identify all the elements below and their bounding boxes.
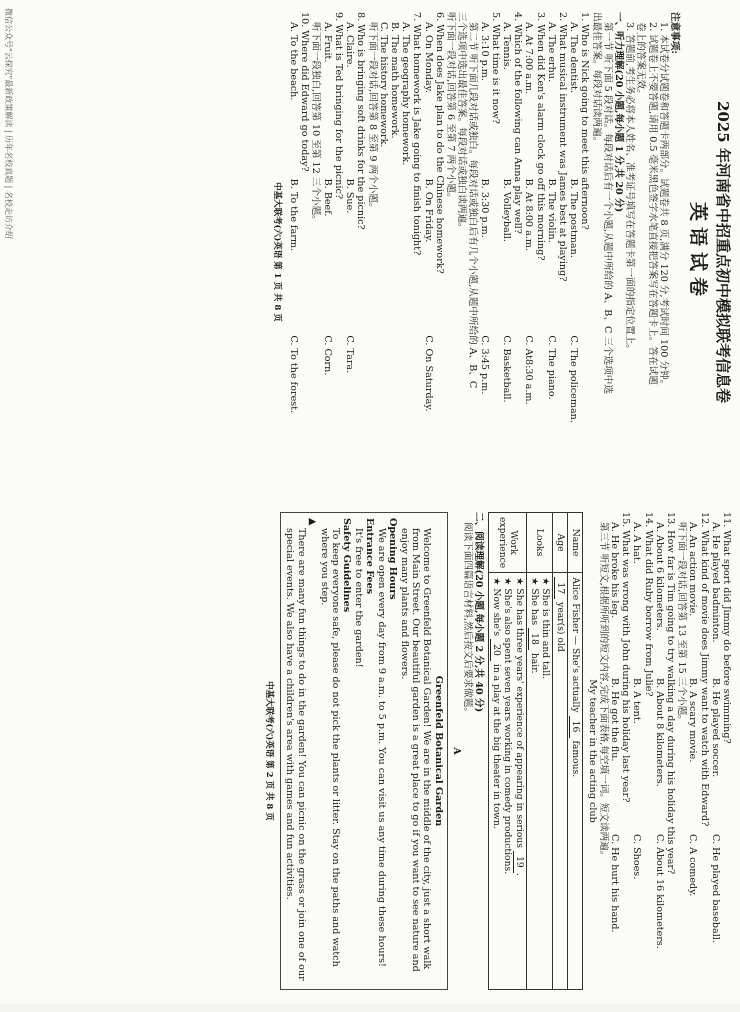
blank-17[interactable]: 17 <box>554 577 566 599</box>
q12-options <box>687 512 698 990</box>
passage-h1: Opening Hours <box>387 518 399 600</box>
q2-a: A. The erhu. <box>545 22 557 83</box>
q6-options <box>422 12 433 492</box>
q1-b: B. The postman. <box>568 178 580 258</box>
note-2b: 卷上的答案无效。 <box>635 22 647 99</box>
cell-text: ★ She's also spent seven years working in comedy productions. <box>502 577 514 875</box>
q5: 5. What time is it now? <box>489 12 501 124</box>
q1-c: C. The policeman. <box>568 335 580 423</box>
q8-c: C. Tara. <box>344 335 356 374</box>
blank-18[interactable]: 18 <box>528 628 540 650</box>
q4-b: B. Volleyball. <box>500 178 512 242</box>
q7-b: B. The math homework. <box>388 22 400 139</box>
q3-c: C. At8:30 a.m. <box>523 335 535 405</box>
q14-b: B. A tent. <box>631 678 643 724</box>
q14: 14. What did Ruby borrow from Julie? <box>642 512 654 697</box>
q8-a: A. Claire. <box>344 22 356 68</box>
q13-c: C. About 16 kilometers. <box>653 834 665 949</box>
note-2: 2. 试题卷上不要答题,请用 0.5 毫米黑色签字水笔直接把答案写在答题卡上。答在试题 <box>646 22 658 385</box>
cell-text: in a play at the big theater in town. <box>491 663 503 829</box>
q3-b: B. At 8:00 a.m. <box>523 178 535 251</box>
section2-instr-b: 三个选项中选出最佳答案。每段对话或独白读两遍。 <box>456 12 468 233</box>
section2-instr: 第二节 听下面几段对话或独白。每段对话或独白后有几个小题,从题中所给的 A、B、C <box>467 22 479 389</box>
q11: 11. What sport did Jimmy do before swimming? <box>721 512 732 744</box>
passage-p4: To keep everyone safe, please do not pick the plants or litter. Stay on the paths and watch where you step. <box>318 528 342 967</box>
q15-c: C. He hurt his hand. <box>608 834 620 933</box>
q2-options <box>546 12 557 492</box>
q8-b: B. Sue. <box>344 178 356 214</box>
blank-20[interactable]: 20 <box>490 639 502 661</box>
part1-heading: 一、听力理解(20 小题,每小题 1 分,共 20 分) <box>612 12 624 213</box>
q7: 7. What homework is Jake going to finish tonight? <box>411 12 423 256</box>
q12-c: C. A comedy. <box>687 834 699 897</box>
q9: 9. What is Ted bringing for the picnic? <box>332 12 344 200</box>
q8: 8. Who is bringing soft drinks for the picnic? <box>355 12 367 230</box>
cell-text: . <box>514 872 526 876</box>
q5-b: B. 3:30 p.m. <box>478 178 490 238</box>
q10-b: B. To the farm. <box>288 178 300 252</box>
q6-a: A. On Monday. <box>422 22 434 93</box>
page-1-footer: 中基大联考(六)英语 第 1 页 共 8 页 <box>271 182 282 322</box>
section3-instr: 第三节 听短文,根据所听到的短文内容,完成下面表格,每空填一词。短文读两遍。 <box>597 522 609 861</box>
q11-b: B. He played soccer. <box>709 678 721 778</box>
cell-text: year(s) old <box>555 602 567 652</box>
passage-p2: We are open every day from 9 a.m. to 5 p.m. You can visit us any time during these hours! <box>375 528 387 967</box>
exam-subtitle: 英语试卷 <box>687 201 709 302</box>
q14-options <box>631 512 642 990</box>
q9-b: B. Beef. <box>321 178 333 217</box>
reading-instr: 阅读下面四篇语言材料,然后按文后要求做题。 <box>462 522 474 717</box>
passage-h2: Entrance Fees <box>364 518 376 595</box>
table-row <box>527 513 553 990</box>
q13-options <box>654 512 665 990</box>
note-3: 3. 答题前,考生务必将本人姓名、准考证号填写在答题卡第一面的指定位置上。 <box>624 22 636 354</box>
page-1 <box>271 12 732 492</box>
q15-options <box>609 512 620 990</box>
q5-c: C. 3:45 p.m. <box>478 335 490 395</box>
watermark-footer: 微信公众号"云探究"最新政策解读 | 历年名校真题 | 名校走访介绍 <box>4 8 13 239</box>
cell-text: Alice Fisher — She's actually <box>570 577 582 713</box>
listen-8-9: 听下面一段对话,回答第 8 至第 9 两个小题。 <box>366 22 378 213</box>
q15-b: B. He got the flu. <box>608 678 620 762</box>
passage-label: A <box>450 747 462 755</box>
q12-a: A. An action movie. <box>687 522 699 617</box>
section1-instr: 第一节 听下面 5 段对话。每段对话后有一个小题,从题中所给的 A、B、C 三个选项中选 <box>601 22 613 394</box>
q4: 4. Which of the following can Anna play well? <box>512 12 524 234</box>
passage-p3: It's free to enter the garden! <box>352 528 364 668</box>
listen-6-7: 听下面一段对话,回答第 6 至第 7 两个小题。 <box>444 12 456 203</box>
cell-text: ★ She has <box>529 577 541 626</box>
q5-options <box>478 12 489 492</box>
q6-c: C. On Saturday. <box>422 335 434 412</box>
q10-a: A. To the beach. <box>288 22 300 101</box>
cell-text: ★ Now she's <box>491 577 503 637</box>
q4-a: A. Tennis. <box>500 22 512 70</box>
q7-c: C. The history homework. <box>377 22 389 148</box>
q13-b: B. About 8 kilometers. <box>653 678 665 787</box>
q10-options <box>288 12 299 492</box>
q14-a: A. A hat. <box>631 522 643 564</box>
passage-p5: There are many fun things to do in the garden! You can picnic on the grass or join one of our special events. We also have a children's area with games and fun activities. <box>284 528 307 981</box>
page-2 <box>263 512 732 990</box>
q12-b: B. A scary movie. <box>687 678 699 763</box>
section1-instr-b: 出最佳答案。每段对话读两遍。 <box>590 12 602 147</box>
q11-a: A. He played badminton. <box>709 522 721 643</box>
q9-options <box>322 12 333 492</box>
q3-options <box>523 12 534 492</box>
q11-c: C. He played baseball. <box>709 834 721 943</box>
table-row <box>568 513 583 990</box>
notes-heading: 注意事项: <box>669 12 680 54</box>
q12: 12. What kind of movie does Jimmy want to watch with Edward? <box>698 512 710 827</box>
cell-text: famous. <box>570 740 582 778</box>
q6: 6. When does Jake plan to do the Chinese homework? <box>433 12 445 274</box>
passage-p1: Welcome to Greenfeld Botanical Garden! We are in the middle of the city, just a short walk from Main Street. Our beautiful garden is a great place to go if you want to see nature and enjoy many plants and flowers. <box>398 528 433 972</box>
q13-a: A. About 6 kilometers. <box>653 522 665 631</box>
q11-options <box>710 512 721 990</box>
q6-b: B. On Friday. <box>422 178 434 243</box>
q4-c: C. Basketball. <box>500 335 512 403</box>
passage-h3: Safety Guidelines <box>341 518 353 613</box>
q14-c: C. Shoes. <box>631 834 643 880</box>
table-row <box>489 513 527 990</box>
passage-a <box>280 512 448 990</box>
cell-text: ★ She is thin and tall. <box>540 577 552 680</box>
q1-options <box>568 12 579 492</box>
listen-10-12: 听下面一段独白,回答第 10 至第 12 三个小题。 <box>310 22 322 225</box>
cell-text: ★ She has three years' experience of appearing in serious <box>514 577 526 849</box>
q2: 2. What musical instrument was James best at playing? <box>556 12 568 282</box>
q8-options <box>344 12 355 492</box>
page-2-footer: 中基大联考(六)英语 第 2 页 共 8 页 <box>264 681 275 821</box>
q9-c: C. Corn. <box>321 335 333 376</box>
q1-a: A. The dentist. <box>568 22 580 94</box>
q10-c: C. To the forest. <box>288 335 300 414</box>
q3: 3. When did Ken's alarm clock go off this morning? <box>534 12 546 261</box>
table-row <box>553 513 568 990</box>
blank-16[interactable]: 16 <box>569 716 581 738</box>
q15: 15. What was wrong with John during his holiday last year? <box>620 512 632 803</box>
exam-title: 2025 年河南省中招重点初中模拟联考信息卷 <box>714 101 732 403</box>
blank-19[interactable]: 19 <box>513 851 525 873</box>
row-key: Age <box>553 513 568 573</box>
passage-h4: ▲ <box>307 518 319 526</box>
q13: 13. How far is Tim going to try walking a day during his holiday this year? <box>664 512 676 875</box>
note-1: 1. 本试卷分试题卷和答题卡两部分。试题卷共 8 页,满分 120 分,考试时间 100 分钟。 <box>657 22 669 390</box>
row-key: Name <box>568 513 583 573</box>
cell-text: hair. <box>529 652 541 674</box>
teacher-table <box>488 512 583 990</box>
part2-heading: 二、阅读理解(20 小题,每小题 2 分,共 40 分) <box>473 512 485 713</box>
passage-title: Greenfeld Botanical Garden <box>432 675 444 827</box>
q4-options <box>501 12 512 492</box>
q7-a: A. The geography homework. <box>400 22 412 166</box>
listen-13-15: 听下面一段对话,回答第 13 至第 15 三个小题。 <box>676 522 688 725</box>
row-key: Looks <box>527 513 553 573</box>
q3-a: A. At 7:00 a.m. <box>523 22 535 95</box>
q15-a: A. He broke his leg. <box>608 522 620 619</box>
q1: 1. Who is Nick going to meet this afternoon? <box>579 12 591 230</box>
table-caption: My teacher in the acting club <box>586 679 598 823</box>
q5-a: A. 3:10 p.m. <box>478 22 490 81</box>
q2-c: C. The piano. <box>545 335 557 400</box>
q9-a: A. Fruit. <box>321 22 333 63</box>
row-key: Work experience <box>489 513 527 573</box>
q2-b: B. The violin. <box>545 178 557 243</box>
q10: 10. Where did Edward go today? <box>299 12 311 172</box>
